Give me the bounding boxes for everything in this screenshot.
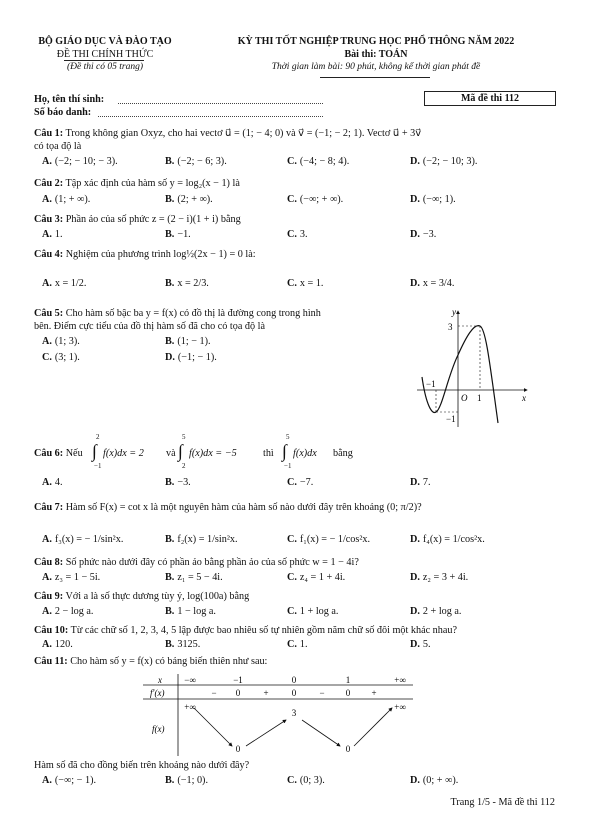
q2-option-b[interactable]: B. (2; + ∞). (165, 194, 213, 205)
exam-title: KỲ THI TỐT NGHIỆP TRUNG HỌC PHỔ THÔNG NĂM 2022 (237, 36, 515, 47)
question-7: Câu 7: Hàm số F(x) = cot x là một nguyên hàm của hàm số nào dưới đây trên khoảng (0; π/2)? (34, 502, 422, 513)
q5-text-cont: bên. Điểm cực tiểu của đồ thị hàm số đã cho có tọa độ là (34, 321, 265, 332)
q6-option-d[interactable]: D. 7. (410, 477, 431, 488)
q1-option-b[interactable]: B. (−2; − 6; 3). (165, 156, 227, 167)
question-2: Câu 2: Tập xác định của hàm số y = log₂(x − 1) là (34, 178, 240, 189)
q8-option-b[interactable]: B. z₁ = 5 − 4i. (165, 572, 223, 583)
q6-end: bằng (333, 448, 353, 459)
vt-x-label: x (158, 675, 162, 685)
q4-option-b[interactable]: B. x = 2/3. (165, 278, 209, 289)
vt-sign: − (319, 688, 325, 698)
page-count-note: (Đề thi có 05 trang) (67, 62, 143, 72)
vt-x-value: +∞ (394, 675, 406, 685)
int2-upper: 5 (182, 433, 186, 441)
question-9: Câu 9: Với a là số thực dương tùy ý, log(100a) bằng (34, 591, 250, 602)
exam-code: Mã đề thi 112 (460, 93, 520, 104)
q9-option-b[interactable]: B. 1 − log a. (165, 606, 216, 617)
q7-option-c[interactable]: C. f₁(x) = − 1/cos²x. (287, 534, 371, 545)
vt-f-value: +∞ (394, 702, 406, 712)
vt-arrow-1 (194, 708, 232, 746)
question-8: Câu 8: Số phức nào dưới đây có phần ảo bằng phần ảo của số phức w = 1 − 4i? (34, 557, 359, 568)
candidate-id-label: Số báo danh: (34, 107, 92, 118)
q2-option-c[interactable]: C. (−∞; + ∞). (287, 194, 344, 205)
exam-subject: Bài thi: TOÁN (344, 49, 408, 60)
int3-lower: −1 (284, 462, 292, 470)
integral-3: f(x)dx (293, 448, 317, 459)
q9-text: Với a là số thực dương tùy ý, log(100a) bằng (65, 591, 250, 602)
q4-text: Nghiệm của phương trình log½(2x − 1) = 0 là: (65, 249, 256, 260)
q9-option-d[interactable]: D. 2 + log a. (410, 606, 462, 617)
q2-option-a[interactable]: A. (1; + ∞). (42, 194, 91, 205)
int1-upper: 2 (96, 433, 100, 441)
q6-option-c[interactable]: C. −7. (287, 477, 314, 488)
candidate-name-label: Họ, tên thí sinh: (34, 94, 105, 105)
vt-fp-label: f′(x) (150, 688, 165, 698)
exam-code-box (424, 91, 556, 106)
q9-option-a[interactable]: A. 2 − log a. (42, 606, 94, 617)
q3-option-c[interactable]: C. 3. (287, 229, 308, 240)
q8-option-d[interactable]: D. z₂ = 3 + 4i. (410, 572, 469, 583)
q11-option-b[interactable]: B. (−1; 0). (165, 775, 208, 786)
q11-option-c[interactable]: C. (0; 3). (287, 775, 325, 786)
q1-text-cont: có tọa độ là (34, 141, 82, 152)
question-6: Câu 6: Nếu (34, 448, 83, 459)
q11-option-d[interactable]: D. (0; + ∞). (410, 775, 459, 786)
q4-option-a[interactable]: A. x = 1/2. (42, 278, 87, 289)
graph-origin: O (461, 393, 468, 403)
vt-sign: 0 (345, 688, 351, 698)
q11-text-cont: Hàm số đã cho đồng biến trên khoảng nào dưới đây? (34, 760, 250, 771)
header-underline-left (64, 60, 144, 61)
vt-x-value: 0 (291, 675, 297, 685)
q3-option-a[interactable]: A. 1. (42, 229, 63, 240)
int1-lower: −1 (94, 462, 102, 470)
vt-f-value: 0 (345, 744, 351, 754)
integral-sign-3: ∫ (282, 441, 287, 461)
q1-text: Trong không gian Oxyz, cho hai vectơ u⃗ = (1; − 4; 0) và v⃗ = (−1; − 2; 1). Vectơ u⃗ + 3v⃗ (65, 128, 422, 139)
vt-f-label: f(x) (152, 724, 165, 734)
vt-x-value: −∞ (184, 675, 196, 685)
q6-and: và (166, 448, 176, 459)
vt-sign: + (371, 688, 377, 698)
q3-text: Phần ảo của số phức z = (2 − i)(1 + i) bằng (65, 214, 241, 225)
vt-f-value: +∞ (184, 702, 196, 712)
candidate-id-field (98, 116, 323, 117)
q10-text: Từ các chữ số 1, 2, 3, 4, 5 lập được bao nhiêu số tự nhiên gồm năm chữ số đôi một khác nhau? (70, 625, 457, 636)
graph-tick-1: 1 (477, 393, 482, 403)
q5-option-c[interactable]: C. (3; 1). (42, 352, 80, 363)
vt-sign: + (263, 688, 269, 698)
q11-option-a[interactable]: A. (−∞; − 1). (42, 775, 97, 786)
graph-tick-neg1-x: −1 (426, 379, 436, 389)
q6-option-a[interactable]: A. 4. (42, 477, 63, 488)
candidate-name-field (118, 103, 323, 104)
question-11: Câu 11: Cho hàm số y = f(x) có bảng biến thiên như sau: (34, 656, 268, 667)
question-5: Câu 5: Cho hàm số bậc ba y = f(x) có đồ thị là đường cong trong hình (34, 308, 321, 319)
q1-option-a[interactable]: A. (−2; − 10; − 3). (42, 156, 118, 167)
vt-f-value: 3 (291, 708, 297, 718)
q1-label: Câu 1: (34, 128, 64, 139)
graph-tick-3: 3 (448, 322, 453, 332)
variation-table (142, 674, 414, 756)
q7-option-d[interactable]: D. f₄(x) = 1/cos²x. (410, 534, 485, 545)
page-footer: Trang 1/5 - Mã đề thi 112 (450, 797, 555, 808)
q7-option-a[interactable]: A. f₃(x) = − 1/sin²x. (42, 534, 124, 545)
q2-option-d[interactable]: D. (−∞; 1). (410, 194, 456, 205)
graph-y-label: y (452, 307, 456, 317)
graph-tick-neg1-y: −1 (446, 414, 456, 424)
q11-text: Cho hàm số y = f(x) có bảng biến thiên như sau: (70, 656, 268, 667)
vt-x-value: 1 (345, 675, 351, 685)
vt-arrow-3 (302, 720, 340, 746)
q10-option-c[interactable]: C. 1. (287, 639, 308, 650)
vt-arrow-2 (246, 720, 286, 746)
vt-sign: 0 (291, 688, 297, 698)
question-10: Câu 10: Từ các chữ số 1, 2, 3, 4, 5 lập được bao nhiêu số tự nhiên gồm năm chữ số đôi một khác nhau? (34, 625, 457, 636)
question-3: Câu 3: Phần ảo của số phức z = (2 − i)(1 + i) bằng (34, 214, 241, 225)
vt-f-value: 0 (235, 744, 241, 754)
q4-option-c[interactable]: C. x = 1. (287, 278, 324, 289)
graph-curve (422, 326, 498, 423)
integral-1: f(x)dx = 2 (103, 448, 144, 459)
q5-option-d[interactable]: D. (−1; − 1). (165, 352, 217, 363)
q5-option-b[interactable]: B. (1; − 1). (165, 336, 211, 347)
q10-option-b[interactable]: B. 3125. (165, 639, 201, 650)
q5-text: Cho hàm số bậc ba y = f(x) có đồ thị là đường cong trong hình (65, 308, 321, 319)
integral-sign-1: ∫ (92, 441, 97, 461)
exam-time: Thời gian làm bài: 90 phút, không kể thời gian phát đề (271, 62, 481, 72)
q3-option-d[interactable]: D. −3. (410, 229, 437, 240)
q6-then: thì (263, 448, 274, 459)
q10-option-a[interactable]: A. 120. (42, 639, 73, 650)
int2-lower: 2 (182, 462, 186, 470)
integral-2: f(x)dx = −5 (189, 448, 237, 459)
q8-option-a[interactable]: A. z₃ = 1 − 5i. (42, 572, 101, 583)
graph-x-label: x (522, 393, 526, 403)
q3-option-b[interactable]: B. −1. (165, 229, 191, 240)
q8-option-c[interactable]: C. z₄ = 1 + 4i. (287, 572, 346, 583)
q10-option-d[interactable]: D. 5. (410, 639, 431, 650)
vt-arrow-4 (354, 708, 392, 746)
int3-upper: 5 (286, 433, 290, 441)
q5-option-a[interactable]: A. (1; 3). (42, 336, 80, 347)
q4-option-d[interactable]: D. x = 3/4. (410, 278, 455, 289)
q2-text: Tập xác định của hàm số y = log₂(x − 1) là (65, 178, 240, 189)
integral-sign-2: ∫ (178, 441, 183, 461)
vt-sign: − (211, 688, 217, 698)
ministry-name: BỘ GIÁO DỤC VÀ ĐÀO TẠO (38, 36, 172, 47)
official-exam-label: ĐỀ THI CHÍNH THỨC (56, 49, 154, 60)
header-underline-right (320, 77, 430, 78)
question-4: Câu 4: Nghiệm của phương trình log½(2x − 1) = 0 là: (34, 249, 256, 260)
q5-function-graph (412, 305, 532, 430)
q7-option-b[interactable]: B. f₂(x) = 1/sin²x. (165, 534, 238, 545)
q8-text: Số phức nào dưới đây có phần ảo bằng phần ảo của số phức w = 1 − 4i? (65, 557, 359, 568)
vt-sign: 0 (235, 688, 241, 698)
q6-option-b[interactable]: B. −3. (165, 477, 191, 488)
question-1 (34, 128, 421, 139)
q9-option-c[interactable]: C. 1 + log a. (287, 606, 339, 617)
q7-text: Hàm số F(x) = cot x là một nguyên hàm của hàm số nào dưới đây trên khoảng (0; π/2)? (65, 502, 422, 513)
q1-option-c[interactable]: C. (−4; − 8; 4). (287, 156, 350, 167)
q1-option-d[interactable]: D. (−2; − 10; 3). (410, 156, 478, 167)
vt-x-value: −1 (233, 675, 243, 685)
